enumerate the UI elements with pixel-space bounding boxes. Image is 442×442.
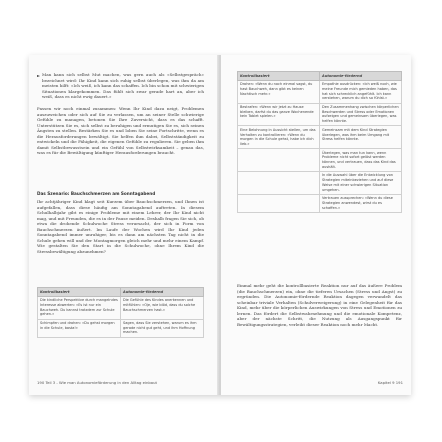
- right-page: [221, 55, 411, 395]
- table-cell: Die kindliche Perspektive durch mangelndes Interesse abwerten: «Es ist nur ein Bauchweh. Du kannst trotzdem zur Schule gehen.»: [38, 296, 121, 319]
- quote-paragraph: [42, 72, 204, 103]
- left-page: [29, 55, 219, 395]
- table-cell: Sagen, dass Sie verstehen, warum es ihm gerade nicht gut geht, und ihm Hoffnung machen.: [121, 319, 204, 337]
- left-comparison-table: [37, 287, 204, 338]
- page-footer-left: 190 Teil 3 - Wie man Autonomieförderung in den Alltag einbaut: [37, 380, 158, 385]
- left-paragraph-1: [37, 106, 204, 159]
- table-header-cell: Kontrollbasiert: [38, 288, 121, 297]
- section-heading: Das Szenario: Bauchschmerzen am Sonntagabend: [37, 191, 156, 196]
- right-paragraph-1: [237, 283, 402, 330]
- table-cell: Eine Belohnung in Aussicht stellen, um das Verhalten zu kontrollieren: «Wenn du morgen in die Schule gehst, habe ich dich lieb.»: [238, 126, 320, 149]
- table-cell: [238, 194, 320, 212]
- table-cell: Empathie ausdrücken: «Ich weiß noch, wie meine Freunde mich gemieden haben, das hat sich schrecklich angefühlt. Ich kann verstehen, warum du dich so fühlst.»: [320, 80, 402, 103]
- table-row: [238, 171, 402, 194]
- table-cell: Den Zusammenhang zwischen körperlichen Beschwerden und Stress oder Emotionen aufzeigen und gemeinsam überlegen, was helfen könnte.: [320, 103, 402, 126]
- table-cell: Bestrafen: «Wenn wir jetzt zu Hause bleiben, darfst du das ganze Wochenende kein Tablet spielen.»: [238, 103, 320, 126]
- table-header-cell: Kontrollbasiert: [238, 72, 320, 81]
- table-cell: In die Auswahl über die Entwicklung von Strategien miteinbeziehen und auf diese Weise mit einer schwierigen Situation umgehen.: [320, 171, 402, 194]
- table-cell: Vertrauen aussprechen: «Wenn du diese Strategien anwendest, wirst du es schaffen.»: [320, 194, 402, 212]
- table-header-cell: Autonomie-fördernd: [320, 72, 402, 81]
- table-header-row: [38, 288, 204, 297]
- table-cell: [238, 149, 320, 172]
- paragraph-text: Einmal mehr geht die kontrollbasierte Reaktion nur auf das äußere Problem (die Bauchschmerzen) ein, ohne die tieferen Ursachen (Stress und Angst) zu ergründen. Die Autonomie-fördernde Reaktion dagegen verwandelt das scheinbar triviale Verhalten (Schulverweigerung) in eine Gelegenheit für das Kind, mehr über die körperlichen Auswirkungen von Stress und Emotionen zu lernen. Das fördert die Selbstwahrnehmung und die emotionale Kompetenz, aber der nächste Schritt, die Nutzung als Ausgangspunkt für Bewältigungsstrategien, verleiht dieser Reaktion noch mehr Macht.: [237, 283, 402, 327]
- table-cell: Gemeinsam mit dem Kind Strategien überlegen, was ihm beim Umgang mit Stress helfen könnte.: [320, 126, 402, 149]
- left-paragraph-2: [37, 199, 204, 257]
- table-header-cell: Autonomie-fördernd: [121, 288, 204, 297]
- table-row: [238, 103, 402, 126]
- paragraph-text: Ihr achtjähriger Kind klagt seit Kurzem über Bauchschmerzen, und Ihnen ist aufgefallen, dass diese häufig am Sonntagabend auftreten. In diesem Schulhalbjahr gibt es einige Probleme mit einem Lehrer, der Ihr Kind nicht mag, und mit Freunden, die es in der Pause meiden. Deshalb fragen Sie sich, ob etwa die drohende Schulwoche Stress verursacht, der sich in Form von Bauchschmerzen äußert. Im Laufe der Wochen wird Ihr Kind jeden Sonntagabend immer unruhiger, bis es dann am nächsten Tag nicht in die Schule gehen will und der Montagmorgen gleich mehr und mehr einem Kampf. Wie gestalten Sie den Start in die Schulwoche, ohne Ihrem Kind die Stressbewältigung abzunehmen?: [37, 199, 204, 254]
- table-row: [238, 126, 402, 149]
- table-row: [38, 319, 204, 337]
- table-row: [238, 80, 402, 103]
- table-cell: Schimpfen und drohen: «Du gehst morgen in die Schule, basta!»: [38, 319, 121, 337]
- quote-bullet-icon: ►: [37, 73, 41, 78]
- table-cell: Drohen: «Wenn du noch einmal sagst, du hast Bauchweh, dann gibt es keinen Nachtisch mehr.»: [238, 80, 320, 103]
- quote-text: Man kann sich selbst Mut machen, was gern auch als «Selbstgespräch» bezeichnet wird: Ihr Kind kann sich ruhig selbst überlegen, was ihm da am meisten hilft: «Ich weiß, ich kann das schaffen. Ich bin schon mit schwierigen Situationen klargekommen. Das fühlt sich zwar gerade hart an, aber ich weiß, dass es nicht ewig dauert.»: [42, 72, 204, 100]
- table-cell: Die Gefühle des Kindes anerkennen und mitfühlen: «Oje, wie blöd, dass du solche Bauchschmerzen hast.»: [121, 296, 204, 319]
- paragraph-text: Passen wir noch einmal zusammen: Wenn Ihr Kind dazu neigt, Problemen auszuweichen oder sich auf Sie zu verlassen, um an seiner Stelle schwierige Gefühle zu managen, betonen Sie Ihre Zuversicht, dass es das schafft. Unterstützen Sie es, sich selbst zu beruhigen und ermutigen Sie es, sich seinen Ängsten zu stellen. Bestärken Sie es und loben Sie seine Fortschritte, wenn es die Herausforderungen bewältigt. Sie helfen ihm dabei, Selbstständigkeit zu entwickeln und die Fähigkeit, die eigenen Gefühle zu regulieren. Sie geben ihm damit Selbstbewusstsein und ein Gefühl von Selbstwirksamkeit – genau das, was es für die Bewältigung künftiger Herausforderungen braucht.: [37, 106, 204, 156]
- table-row: [38, 296, 204, 319]
- table-row: [238, 194, 402, 212]
- book-spread: [29, 55, 411, 395]
- table-cell: [238, 171, 320, 194]
- table-header-row: [238, 72, 402, 81]
- right-comparison-table: [237, 71, 402, 213]
- page-footer-right: Kapitel 9 191: [377, 380, 403, 385]
- table-row: [238, 149, 402, 172]
- table-cell: Überlegen, was man tun kann, wenn Probleme nicht sofort gelöst werden können, und vertrauen, dass das Kind das aushält.: [320, 149, 402, 172]
